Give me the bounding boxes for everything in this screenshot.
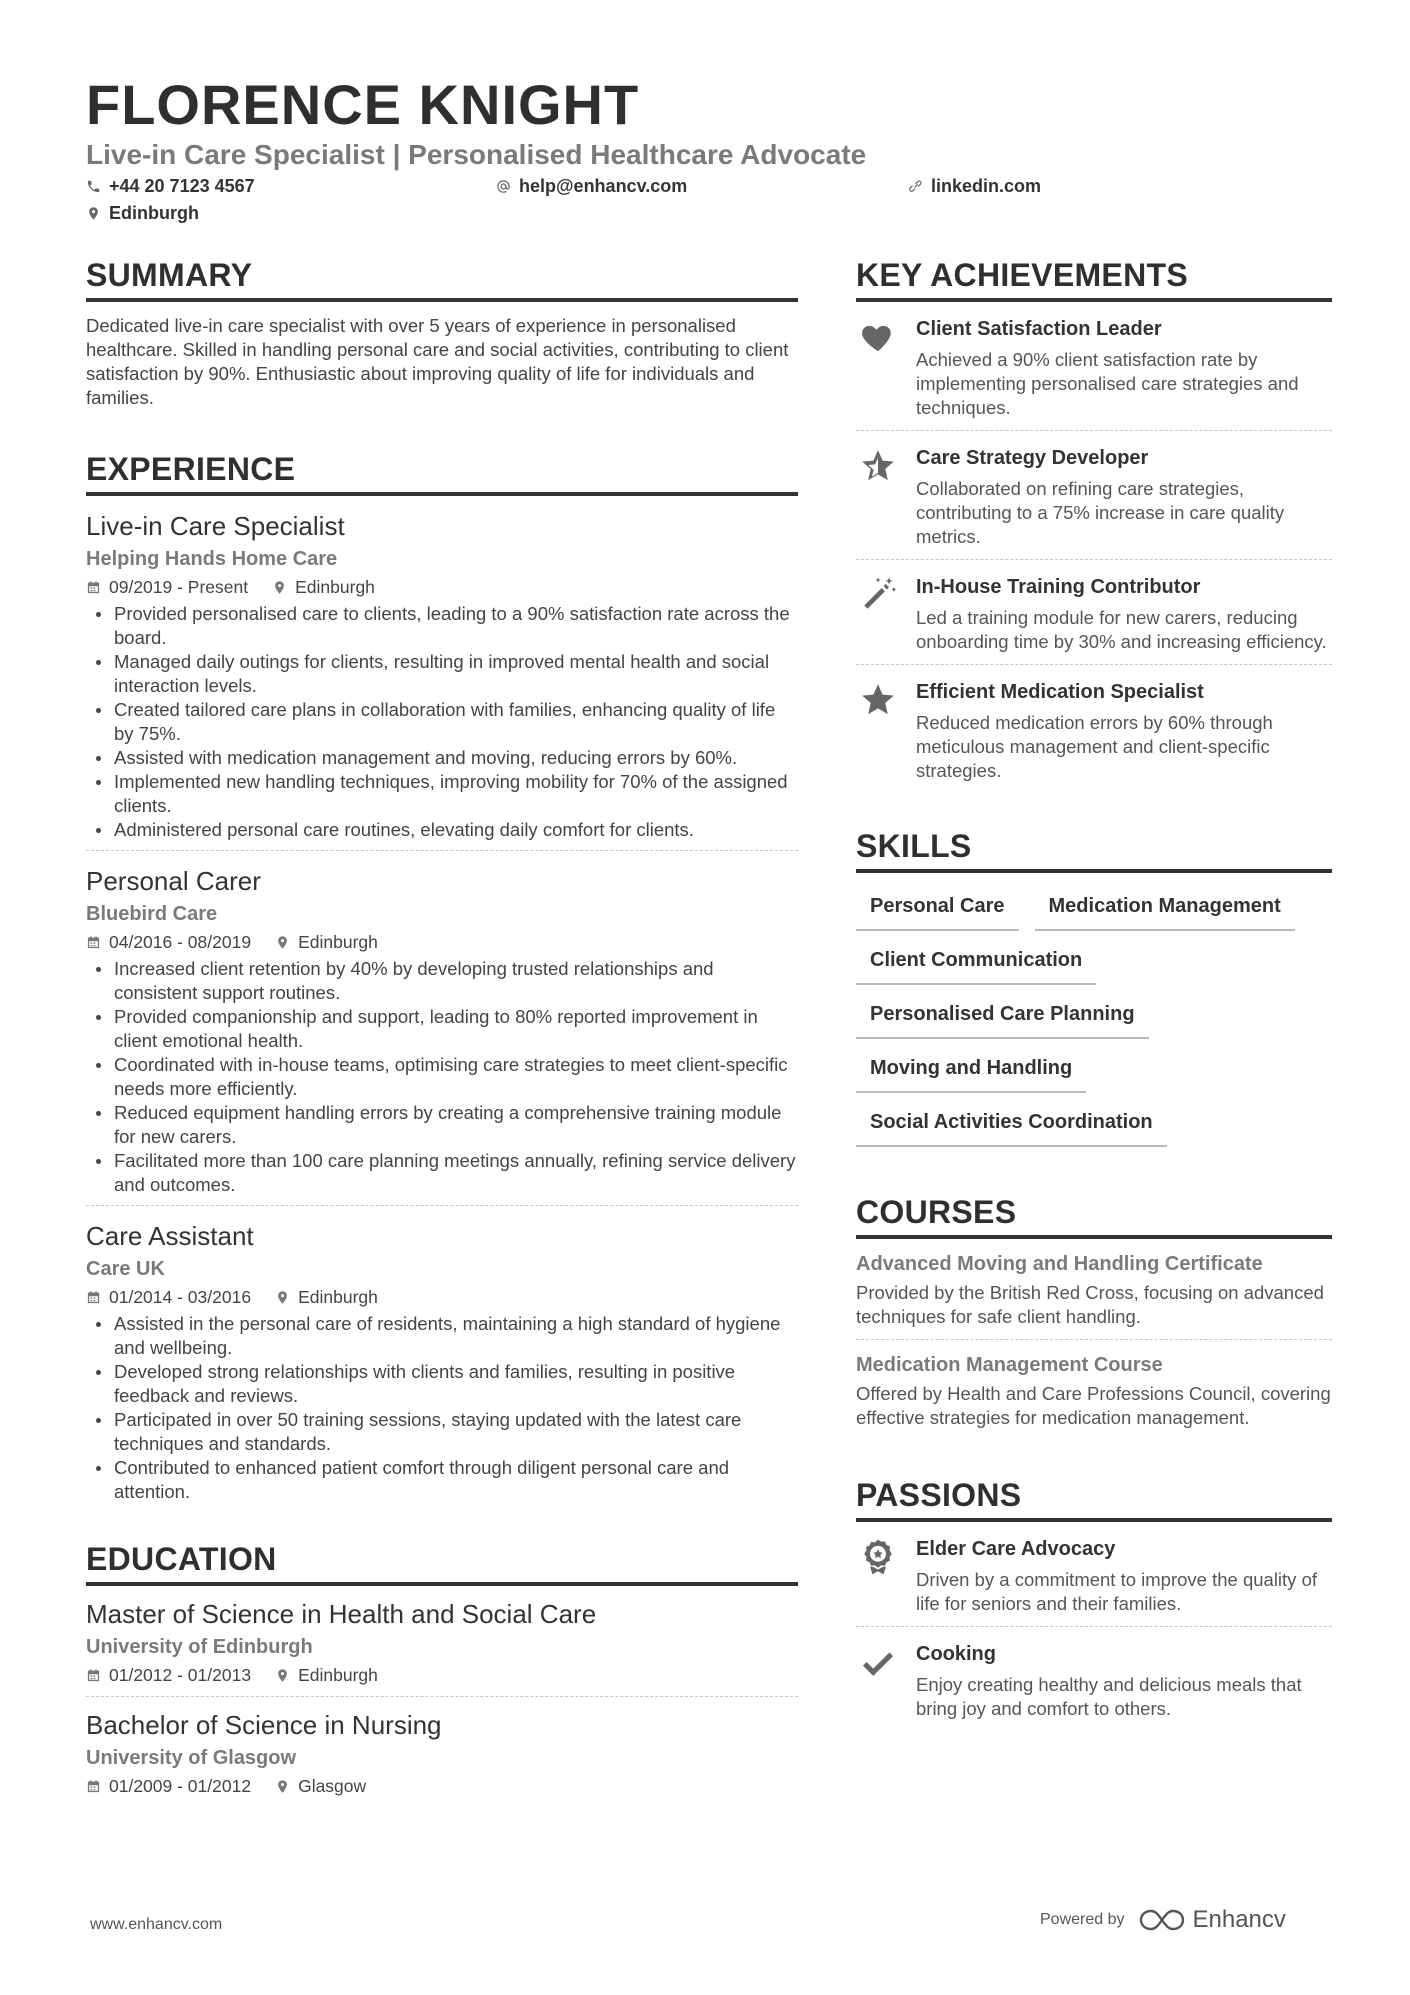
job-title: Live-in Care Specialist bbox=[86, 511, 345, 541]
education-entry bbox=[86, 1586, 798, 1697]
course-desc: Offered by Health and Care Professions Council, covering effective strategies for medication management. bbox=[856, 1383, 1331, 1428]
education-meta bbox=[86, 1775, 798, 1797]
location-pin-icon bbox=[275, 935, 290, 950]
education-section bbox=[86, 1540, 798, 1807]
education-heading: EDUCATION bbox=[86, 1540, 798, 1586]
job-bullets bbox=[86, 1312, 798, 1504]
location-text: Edinburgh bbox=[109, 203, 199, 223]
job-dates: 04/2016 - 08/2019 bbox=[86, 931, 251, 953]
star-outline-icon bbox=[859, 447, 897, 485]
job-dates: 01/2014 - 03/2016 bbox=[86, 1286, 251, 1308]
list-item: Implemented new handling techniques, improving mobility for 70% of the assigned clients. bbox=[86, 770, 798, 818]
checkmark-icon bbox=[859, 1643, 897, 1681]
location-pin-icon bbox=[272, 580, 287, 595]
candidate-tagline: Live-in Care Specialist | Personalised Healthcare Advocate bbox=[86, 139, 867, 170]
calendar-icon bbox=[86, 935, 101, 950]
at-icon bbox=[496, 179, 511, 194]
list-item: Reduced equipment handling errors by creating a comprehensive training module for new carers. bbox=[86, 1101, 798, 1149]
job-location: Edinburgh bbox=[275, 931, 378, 953]
education-entry bbox=[86, 1697, 798, 1807]
experience-section bbox=[86, 450, 798, 1512]
contact-website[interactable] bbox=[908, 175, 1041, 197]
contact-email[interactable] bbox=[496, 175, 687, 197]
achievement-item bbox=[856, 302, 1332, 431]
skill-tag: Personal Care bbox=[856, 883, 1019, 931]
job-meta bbox=[86, 1286, 798, 1308]
job-meta bbox=[86, 931, 798, 953]
calendar-icon bbox=[86, 1779, 101, 1794]
job-dates: 09/2019 - Present bbox=[86, 576, 248, 598]
calendar-icon bbox=[86, 1668, 101, 1683]
passion-item bbox=[856, 1522, 1332, 1627]
education-location: Glasgow bbox=[275, 1775, 366, 1797]
company-name: Care UK bbox=[86, 1258, 165, 1280]
list-item: Facilitated more than 100 care planning meetings annually, refining service delivery and outcomes. bbox=[86, 1149, 798, 1197]
achievement-title: In-House Training Contributor bbox=[916, 576, 1201, 598]
passions-section bbox=[856, 1476, 1332, 1731]
skill-tag: Personalised Care Planning bbox=[856, 991, 1149, 1039]
phone-text: +44 20 7123 4567 bbox=[109, 176, 255, 196]
achievement-item bbox=[856, 431, 1332, 560]
courses-heading: COURSES bbox=[856, 1193, 1332, 1239]
location-pin-icon bbox=[275, 1779, 290, 1794]
list-item: Increased client retention by 40% by developing trusted relationships and consistent support routines. bbox=[86, 957, 798, 1005]
skill-tag: Moving and Handling bbox=[856, 1045, 1086, 1093]
achievement-title: Care Strategy Developer bbox=[916, 447, 1149, 469]
passion-title: Elder Care Advocacy bbox=[916, 1538, 1116, 1560]
summary-heading: SUMMARY bbox=[86, 256, 798, 302]
achievement-title: Efficient Medication Specialist bbox=[916, 681, 1204, 703]
calendar-icon bbox=[86, 580, 101, 595]
powered-by-label: Powered by bbox=[1040, 1911, 1125, 1928]
achievement-desc: Collaborated on refining care strategies, contributing to a 75% increase in care quality metrics. bbox=[916, 478, 1285, 547]
contact-location bbox=[86, 202, 199, 224]
school-name: University of Glasgow bbox=[86, 1747, 297, 1769]
achievements-section bbox=[856, 256, 1332, 793]
right-column bbox=[856, 256, 1332, 1771]
summary-section bbox=[86, 256, 798, 410]
contact-phone[interactable] bbox=[86, 175, 255, 197]
achievement-desc: Led a training module for new carers, reducing onboarding time by 30% and increasing efficiency. bbox=[916, 607, 1327, 652]
achievement-item bbox=[856, 665, 1332, 793]
experience-heading: EXPERIENCE bbox=[86, 450, 798, 496]
left-column bbox=[86, 256, 798, 1847]
list-item: Provided companionship and support, leading to 80% reported improvement in client emotional health. bbox=[86, 1005, 798, 1053]
skills-section bbox=[856, 827, 1332, 1153]
achievement-desc: Achieved a 90% client satisfaction rate by implementing personalised care strategies and techniques. bbox=[916, 349, 1299, 418]
list-item: Assisted with medication management and moving, reducing errors by 60%. bbox=[86, 746, 798, 770]
footer-website[interactable]: www.enhancv.com bbox=[90, 1916, 223, 1933]
school-name: University of Edinburgh bbox=[86, 1636, 313, 1658]
enhancv-logo-icon bbox=[1139, 1907, 1185, 1933]
job-title: Care Assistant bbox=[86, 1221, 254, 1251]
job-title: Personal Carer bbox=[86, 866, 261, 896]
list-item: Developed strong relationships with clients and families, resulting in positive feedback and reviews. bbox=[86, 1360, 798, 1408]
job-bullets bbox=[86, 957, 798, 1197]
skills-heading: SKILLS bbox=[856, 827, 1332, 873]
job-entry bbox=[86, 851, 798, 1206]
passion-title: Cooking bbox=[916, 1643, 996, 1665]
heart-icon bbox=[859, 318, 897, 356]
summary-text: Dedicated live-in care specialist with over 5 years of experience in personalised healthcare. Skilled in handling personal care and social activities, contributing to client satisfaction by 90%. Enthusiastic about improving quality of life for individuals and families. bbox=[86, 315, 789, 408]
job-location: Edinburgh bbox=[275, 1286, 378, 1308]
list-item: Managed daily outings for clients, resulting in improved mental health and social interaction levels. bbox=[86, 650, 798, 698]
education-dates: 01/2012 - 01/2013 bbox=[86, 1664, 251, 1686]
passions-heading: PASSIONS bbox=[856, 1476, 1332, 1522]
skill-tag: Medication Management bbox=[1035, 883, 1295, 931]
list-item: Created tailored care plans in collaboration with families, enhancing quality of life by 75%. bbox=[86, 698, 798, 746]
skill-tag: Social Activities Coordination bbox=[856, 1099, 1167, 1147]
skill-tag: Client Communication bbox=[856, 937, 1096, 985]
footer-branding[interactable] bbox=[1040, 1906, 1286, 1934]
education-location: Edinburgh bbox=[275, 1664, 378, 1686]
phone-icon bbox=[86, 179, 101, 194]
course-item bbox=[856, 1239, 1332, 1340]
list-item: Administered personal care routines, elevating daily comfort for clients. bbox=[86, 818, 798, 842]
course-title: Medication Management Course bbox=[856, 1354, 1163, 1376]
passion-desc: Driven by a commitment to improve the quality of life for seniors and their families. bbox=[916, 1569, 1317, 1614]
degree-title: Master of Science in Health and Social Care bbox=[86, 1599, 597, 1629]
skills-list bbox=[856, 883, 1332, 1153]
star-icon bbox=[859, 681, 897, 719]
achievement-desc: Reduced medication errors by 60% through meticulous management and client-specific strategies. bbox=[916, 712, 1273, 781]
brand-name: Enhancv bbox=[1192, 1906, 1286, 1933]
education-dates: 01/2009 - 01/2012 bbox=[86, 1775, 251, 1797]
website-text: linkedin.com bbox=[931, 176, 1042, 196]
course-title: Advanced Moving and Handling Certificate bbox=[856, 1253, 1263, 1275]
job-entry bbox=[86, 496, 798, 851]
passion-desc: Enjoy creating healthy and delicious meals that bring joy and comfort to others. bbox=[916, 1674, 1302, 1719]
company-name: Helping Hands Home Care bbox=[86, 548, 338, 570]
achievement-item bbox=[856, 560, 1332, 665]
job-entry bbox=[86, 1206, 798, 1512]
list-item: Coordinated with in-house teams, optimising care strategies to meet client-specific needs more efficiently. bbox=[86, 1053, 798, 1101]
award-ribbon-icon bbox=[859, 1538, 897, 1576]
passion-item bbox=[856, 1627, 1332, 1731]
course-item bbox=[856, 1340, 1332, 1440]
job-meta bbox=[86, 576, 798, 598]
calendar-icon bbox=[86, 1290, 101, 1305]
education-meta bbox=[86, 1664, 798, 1686]
brand-logo bbox=[1139, 1906, 1286, 1934]
list-item: Contributed to enhanced patient comfort through diligent personal care and attention. bbox=[86, 1456, 798, 1504]
list-item: Assisted in the personal care of residents, maintaining a high standard of hygiene and wellbeing. bbox=[86, 1312, 798, 1360]
link-icon bbox=[908, 179, 923, 194]
list-item: Participated in over 50 training sessions, staying updated with the latest care techniques and standards. bbox=[86, 1408, 798, 1456]
job-location: Edinburgh bbox=[272, 576, 375, 598]
candidate-name: FLORENCE KNIGHT bbox=[86, 73, 640, 136]
degree-title: Bachelor of Science in Nursing bbox=[86, 1710, 442, 1740]
job-bullets bbox=[86, 602, 798, 842]
achievements-heading: KEY ACHIEVEMENTS bbox=[856, 256, 1332, 302]
email-text: help@enhancv.com bbox=[519, 176, 688, 196]
courses-section bbox=[856, 1193, 1332, 1440]
location-pin-icon bbox=[86, 206, 101, 221]
location-pin-icon bbox=[275, 1290, 290, 1305]
course-desc: Provided by the British Red Cross, focusing on advanced techniques for safe client handling. bbox=[856, 1282, 1324, 1327]
list-item: Provided personalised care to clients, leading to a 90% satisfaction rate across the board. bbox=[86, 602, 798, 650]
company-name: Bluebird Care bbox=[86, 903, 218, 925]
achievement-title: Client Satisfaction Leader bbox=[916, 318, 1162, 340]
location-pin-icon bbox=[275, 1668, 290, 1683]
magic-wand-icon bbox=[859, 576, 897, 614]
